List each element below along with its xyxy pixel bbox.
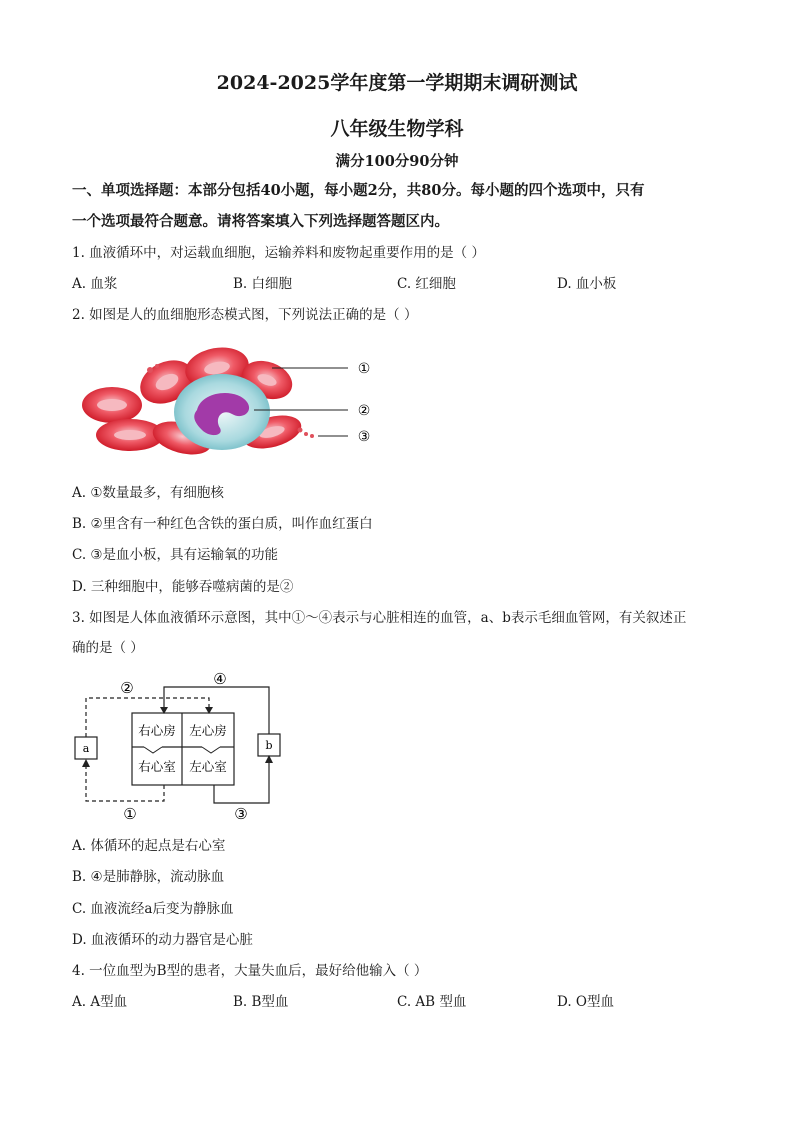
q4-option-c: C. AB 型血 (397, 994, 467, 1010)
q3-option-d: D. 血液循环的动力器官是心脏 (72, 932, 253, 948)
q4-option-d: D. O型血 (557, 994, 614, 1010)
circulation-diagram (72, 667, 292, 827)
vessel-label-3: ③ (234, 805, 248, 823)
q1-option-a: A. 血浆 (72, 276, 118, 292)
label-1: ① (357, 361, 371, 377)
q2-option-c: C. ③是血小板，具有运输氧的功能 (72, 547, 279, 563)
exam-title: 2024-2025学年度第一学期期末调研测试 (216, 72, 578, 94)
vessel-label-4: ④ (213, 670, 227, 688)
q2-option-b: B. ②里含有一种红色含铁的蛋白质，叫作血红蛋白 (72, 516, 373, 532)
q3-stem-line1: 3. 如图是人体血液循环示意图，其中①～④表示与心脏相连的血管，a、b表示毛细血管网，有关叙述正 (72, 610, 687, 626)
q2-option-d: D. 三种细胞中，能够吞噬病菌的是② (72, 579, 294, 595)
right-ventricle-label: 右心室 (138, 759, 176, 774)
q1-option-c: C. 红细胞 (397, 276, 456, 292)
vessel-label-1: ① (123, 805, 137, 823)
q1-option-b: B. 白细胞 (233, 276, 293, 292)
left-atrium-label: 左心房 (189, 723, 227, 738)
q3-option-a: A. 体循环的起点是右心室 (72, 838, 226, 854)
blood-cells-figure (72, 340, 382, 470)
q1-stem: 1. 血液循环中，对运载血细胞，运输养料和废物起重要作用的是（ ） (72, 245, 485, 261)
q3-option-b: B. ④是肺静脉，流动脉血 (72, 869, 225, 885)
q3-option-c: C. 血液流经a后变为静脉血 (72, 901, 234, 917)
label-2: ② (357, 403, 371, 419)
left-ventricle-label: 左心室 (189, 759, 227, 774)
vessel-label-2: ② (120, 679, 134, 697)
section1-instruction-line1: 一、单项选择题：本部分包括40小题，每小题2分，共80分。每小题的四个选项中，只有 (72, 182, 645, 199)
capillary-a-label: a (82, 742, 90, 755)
label-3: ③ (357, 429, 371, 445)
section1-instruction-line2: 一个选项最符合题意。请将答案填入下列选择题答题区内。 (72, 213, 449, 230)
q4-stem: 4. 一位血型为B型的患者，大量失血后，最好给他输入（ ） (72, 963, 428, 979)
q4-option-b: B. B型血 (233, 994, 289, 1010)
q2-option-a: A. ①数量最多，有细胞核 (72, 485, 224, 501)
white-blood-cell (174, 374, 270, 450)
q4-option-a: A. A型血 (72, 994, 128, 1010)
q3-stem-line2: 确的是（ ） (72, 640, 144, 656)
q2-stem: 2. 如图是人的血细胞形态模式图，下列说法正确的是（ ） (72, 307, 418, 323)
q1-option-d: D. 血小板 (557, 276, 617, 292)
capillary-b-label: b (265, 739, 273, 752)
right-atrium-label: 右心房 (138, 723, 176, 738)
exam-score-time: 满分100分90分钟 (335, 153, 459, 170)
exam-subject: 八年级生物学科 (330, 118, 464, 140)
